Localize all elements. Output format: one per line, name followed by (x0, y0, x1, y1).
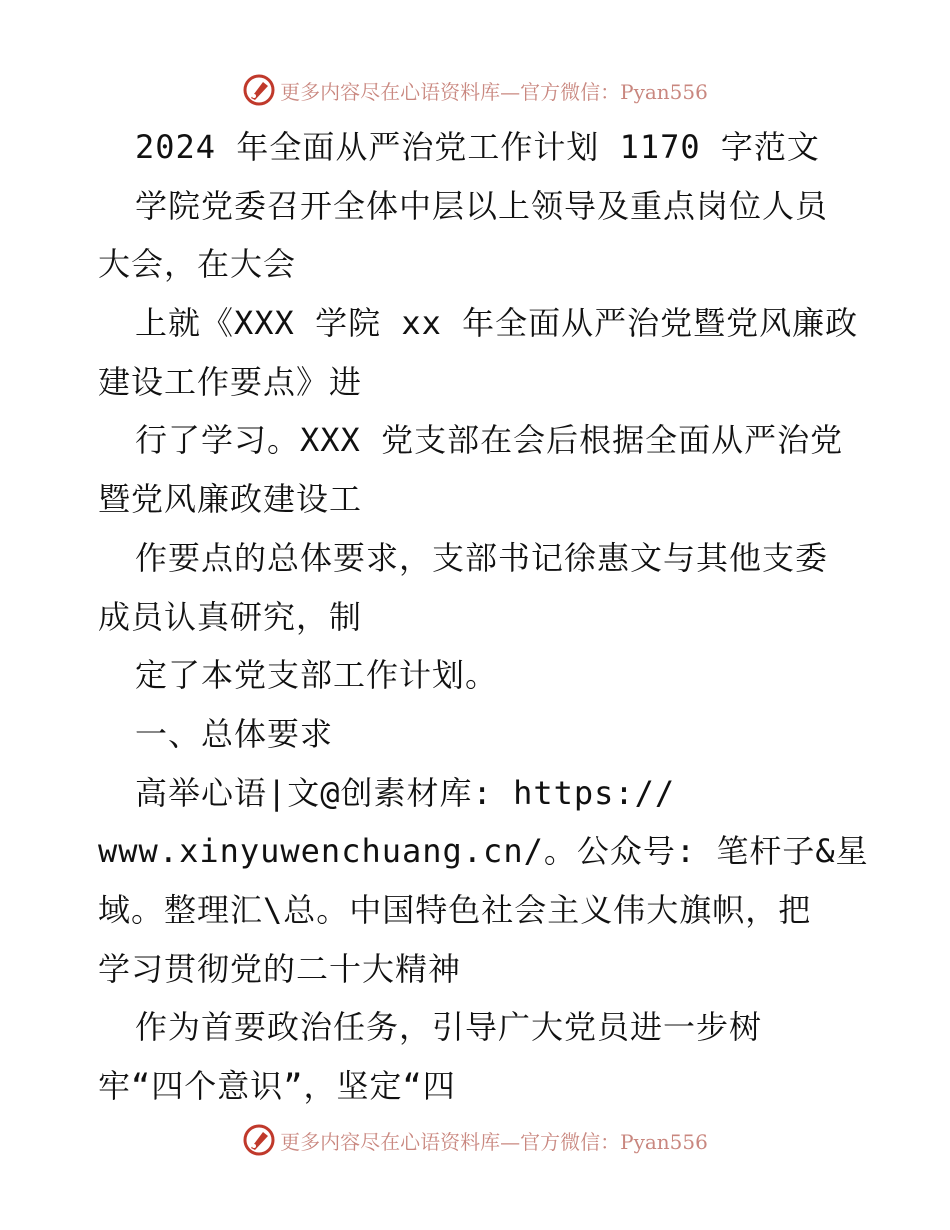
paragraph-line: 暨党风廉政建设工 (98, 480, 363, 519)
paragraph-line: 牢“四个意识”，坚定“四 (98, 1067, 456, 1105)
paragraph-line: 域。整理汇\总。中国特色社会主义伟大旗帜，把 (98, 890, 812, 929)
paragraph-line: 成员认真研究，制 (98, 597, 363, 636)
banner-text: 更多内容尽在心语资料库—官方微信：Pyan556 (280, 1129, 708, 1154)
paragraph-line: www.xinyuwenchuang.cn/。公众号: 笔杆子&星 (98, 832, 869, 871)
paragraph-line: 学院党委召开全体中层以上领导及重点岗位人员 (135, 186, 829, 225)
header-banner (0, 70, 950, 110)
doc-title: 2024 年全面从严治党工作计划 1170 字范文 (135, 128, 820, 166)
paragraph-line: 上就《XXX 学院 xx 年全面从严治党暨党风廉政 (135, 304, 859, 343)
paragraph-line: 学习贯彻党的二十大精神 (98, 949, 462, 988)
paragraph-line: 作为首要政治任务，引导广大党员进一步树 (135, 1008, 763, 1047)
paragraph-line: 建设工作要点》进 (98, 362, 363, 401)
paragraph-line: 作要点的总体要求，支部书记徐惠文与其他支委 (135, 538, 829, 577)
paragraph-line: 定了本党支部工作计划。 (135, 656, 499, 695)
paragraph-line: 大会，在大会 (98, 245, 297, 284)
footer-banner (0, 1120, 950, 1160)
paragraph-line: 高举心语|文@创素材库: https:// (135, 773, 676, 812)
pen-nib-icon (242, 73, 276, 107)
document-body (98, 118, 869, 1116)
paragraph-line: 行了学习。XXX 党支部在会后根据全面从严治党 (135, 421, 844, 460)
pen-nib-icon (242, 1123, 276, 1157)
section-heading: 一、总体要求 (135, 714, 334, 753)
banner-text: 更多内容尽在心语资料库—官方微信：Pyan556 (280, 79, 708, 104)
